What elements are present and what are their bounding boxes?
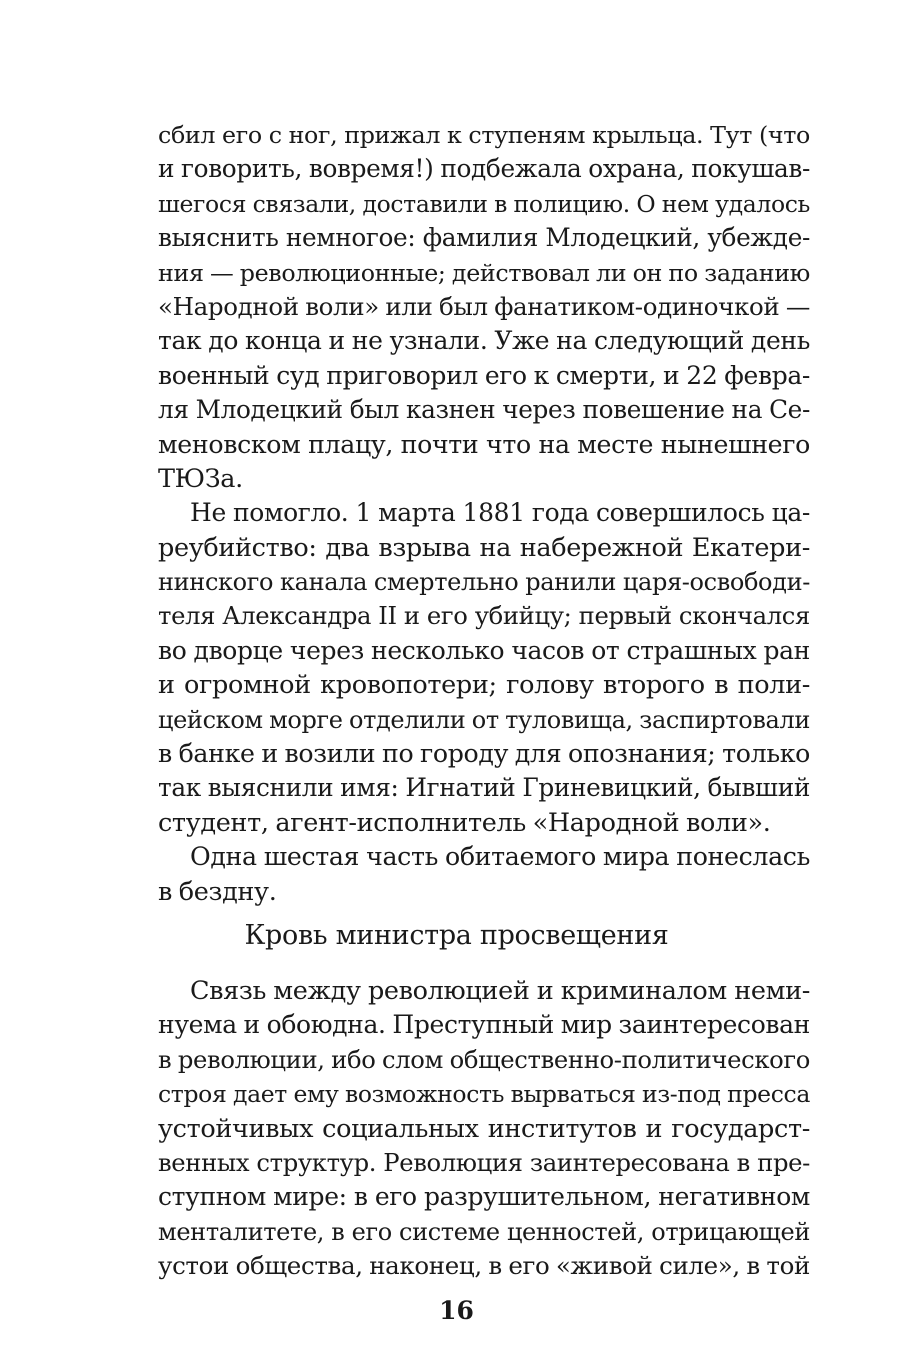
section-heading: Кровь министра просвещения: [244, 920, 669, 951]
text-line: студент, агент-исполнитель «Народной воли».: [158, 807, 771, 838]
text-line: Одна шестая часть обитаемого мира понеслась: [190, 842, 810, 872]
text-line: нинского канала смертельно ранили царя-освободи-: [158, 568, 810, 597]
text-line: Не помогло. 1 марта 1881 года совершилось ца-: [190, 498, 810, 528]
text-line: реубийство: два взрыва на набережной Екатери-: [158, 532, 810, 563]
text-line: и говорить, вовремя!) подбежала охрана, покушав-: [158, 154, 810, 184]
text-line: венных структур. Революция заинтересована в пре-: [158, 1147, 810, 1177]
text-line: нуема и обоюдна. Преступный мир заинтересован: [158, 1010, 810, 1040]
text-line: строя дает ему возможность вырваться из-под пресса: [158, 1080, 810, 1109]
text-line: и огромной кровопотери; голову второго в поли-: [158, 670, 810, 701]
text-line: меновском плацу, почти что на месте нынешнего: [158, 429, 810, 459]
page-number: 16: [439, 1296, 474, 1325]
text-line: устои общества, наконец, в его «живой силе», в той: [158, 1251, 810, 1281]
text-line: так выяснили имя: Игнатий Гриневицкий, бывший: [158, 773, 810, 803]
text-line: ТЮЗа.: [158, 463, 243, 494]
text-line: военный суд приговорил его к смерти, и 22 февра-: [158, 360, 810, 390]
text-line: выяснить немногое: фамилия Млодецкий, убежде-: [158, 223, 810, 253]
text-line: сбил его с ног, прижал к ступеням крыльца. Тут (что: [158, 121, 810, 149]
text-line: теля Александра II и его убийцу; первый скончался: [158, 601, 810, 631]
text-line: во дворце через несколько часов от страшных ран: [158, 635, 810, 665]
body-text-top: [158, 118, 810, 909]
text-line: устойчивых социальных институтов и государст-: [158, 1113, 810, 1144]
text-line: в революции, ибо слом общественно-политического: [158, 1044, 810, 1074]
text-line: в банке и возили по городу для опознания; только: [158, 739, 810, 769]
text-line: менталитете, в его системе ценностей, отрицающей: [158, 1217, 810, 1246]
text-line: шегося связали, доставили в полицию. О нем удалось: [158, 189, 810, 218]
text-line: так до конца и не узнали. Уже на следующий день: [158, 326, 810, 356]
text-line: ля Млодецкий был казнен через повешение на Се-: [158, 395, 810, 425]
text-line: Связь между революцией и криминалом неми-: [190, 976, 810, 1006]
text-line: цейском морге отделили от туловища, заспиртовали: [158, 705, 810, 734]
text-line: ния — революционные; действовал ли он по заданию: [158, 258, 810, 287]
body-text-bottom: [158, 974, 810, 1284]
text-line: ступном мире: в его разрушительном, негативном: [158, 1182, 810, 1212]
text-line: «Народной воли» или был фанатиком-одиночкой —: [158, 291, 810, 321]
text-line: в бездну.: [158, 876, 277, 907]
